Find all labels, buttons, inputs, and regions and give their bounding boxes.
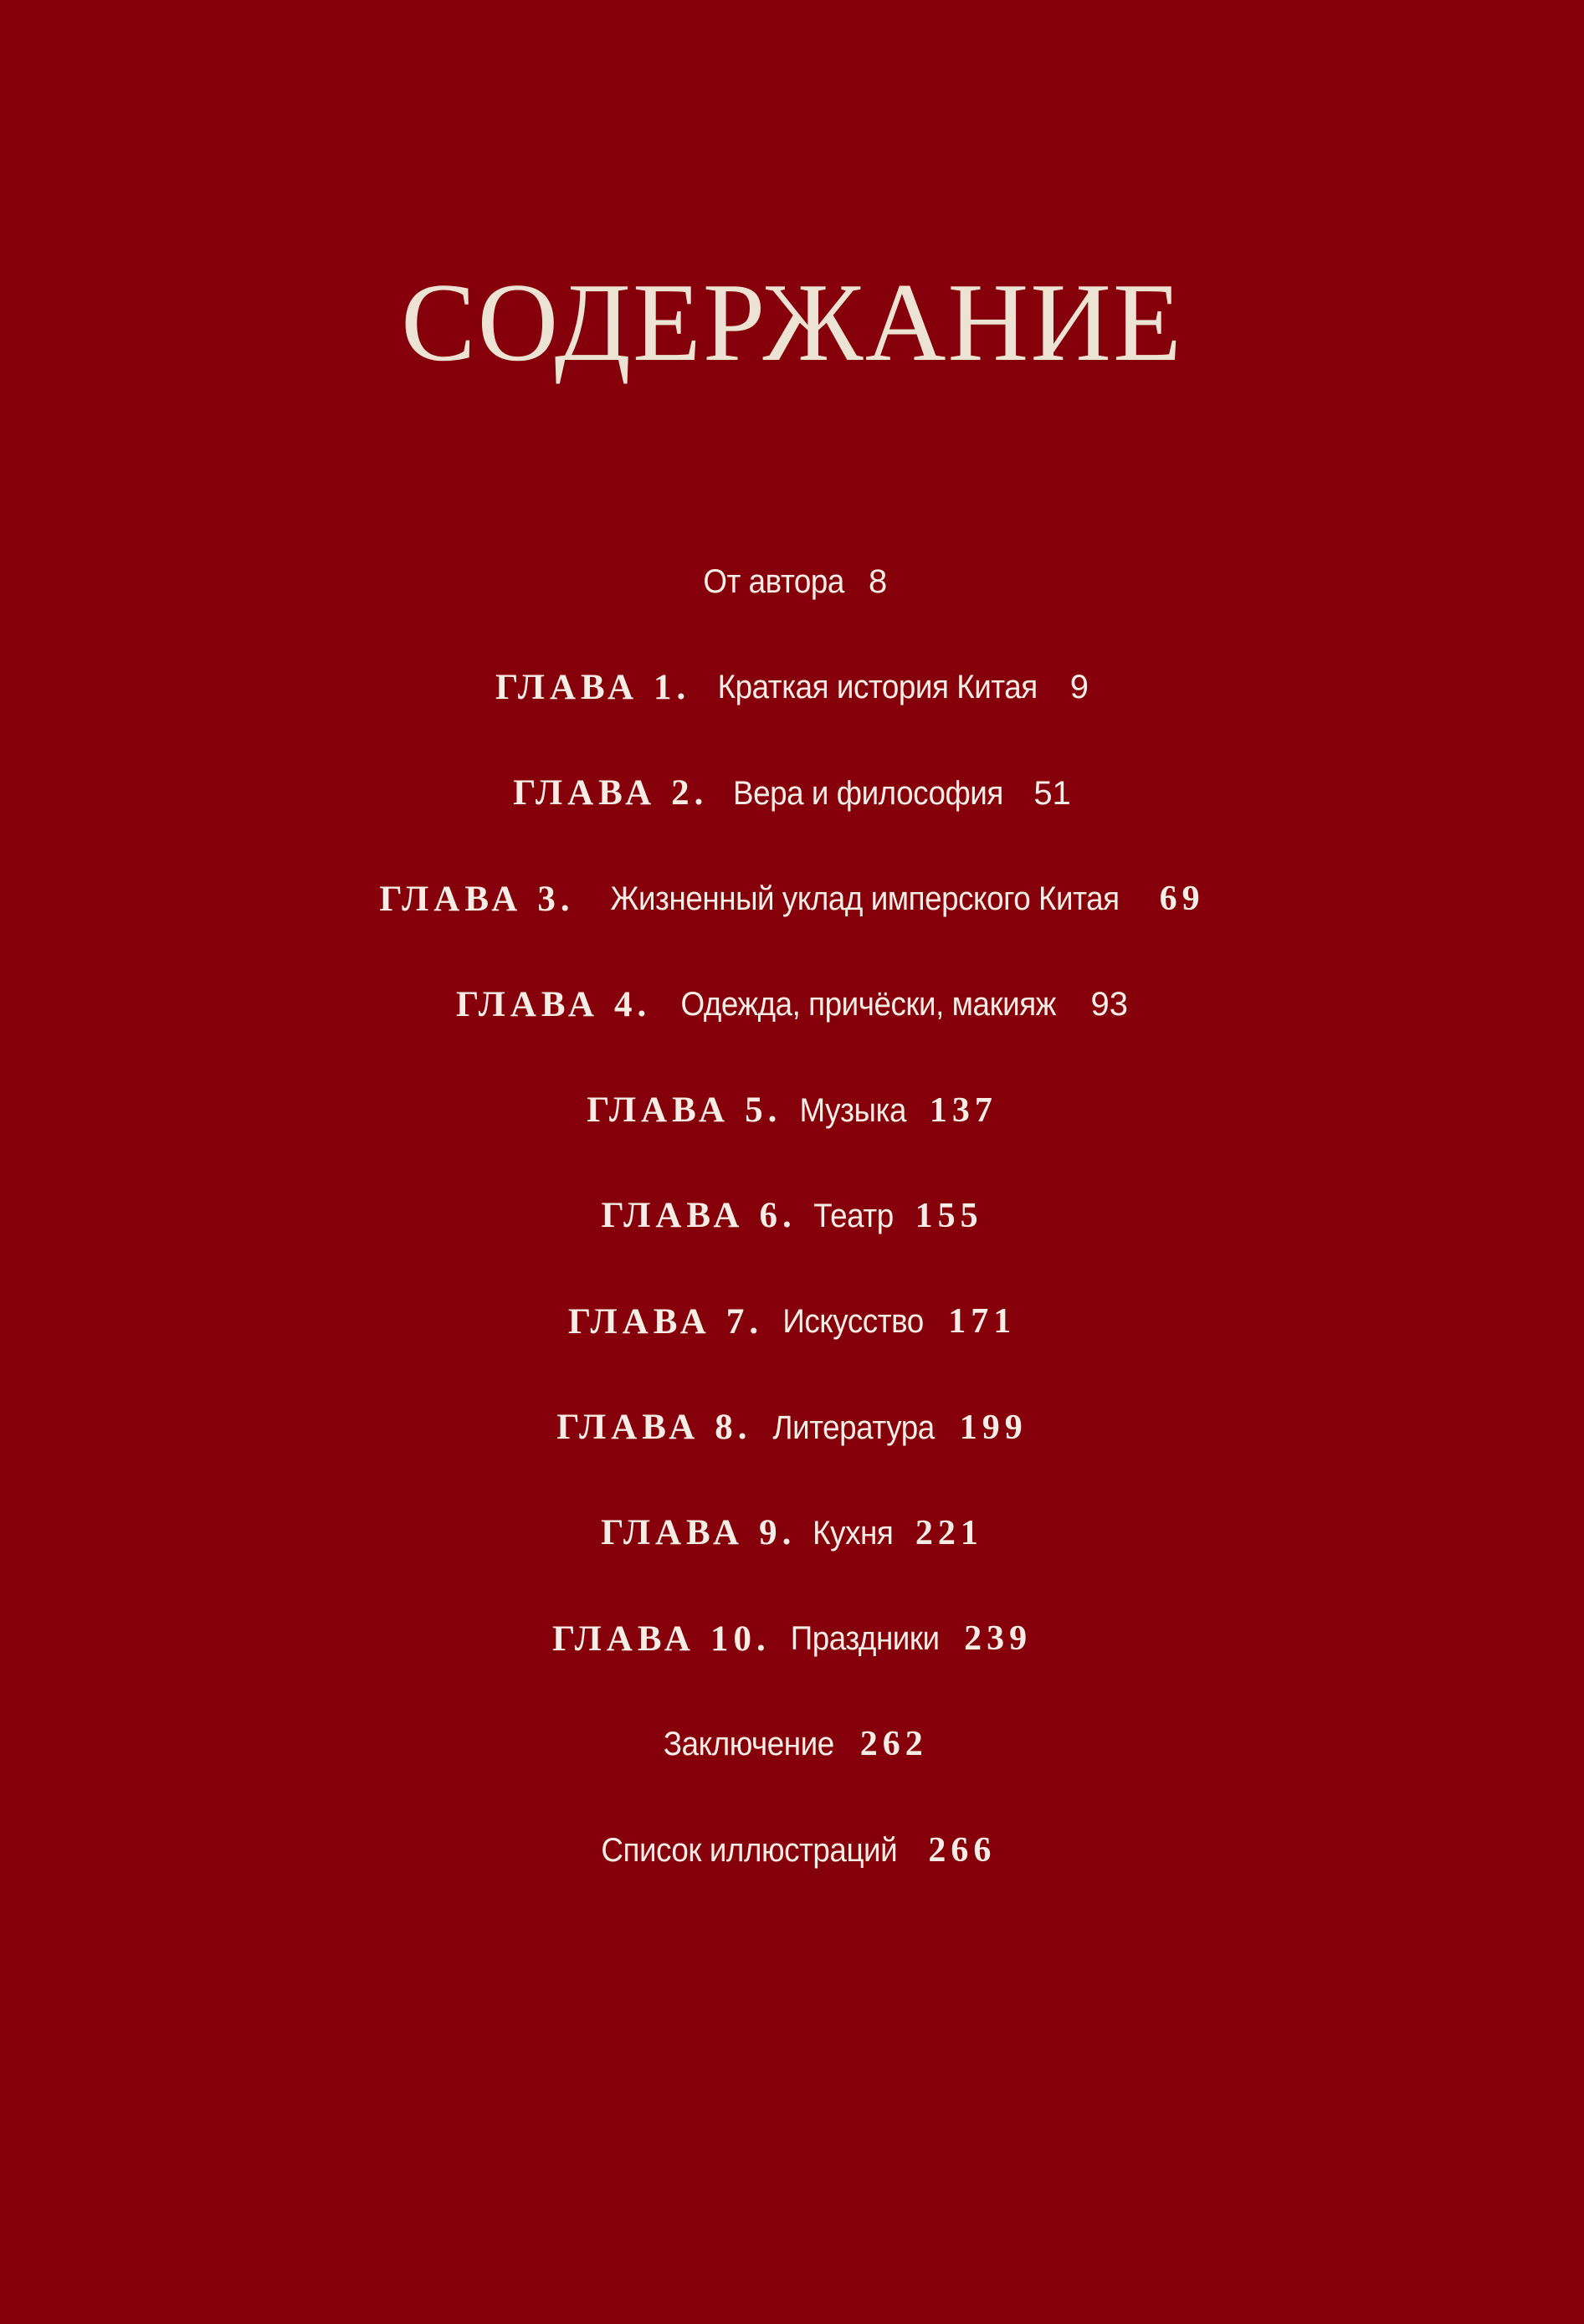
toc-entry-page: 239 bbox=[964, 1619, 1033, 1659]
toc-entry-title: От автора bbox=[703, 563, 844, 601]
toc-entry-chapter-4[interactable] bbox=[0, 952, 1584, 1057]
chapter-separator: . bbox=[676, 667, 688, 707]
table-of-contents bbox=[0, 529, 1584, 1903]
chapter-number: 1 bbox=[654, 667, 677, 707]
toc-entry-page: 69 bbox=[1159, 880, 1205, 919]
toc-entry-chapter-8[interactable] bbox=[0, 1374, 1584, 1480]
toc-entry-chapter-3[interactable] bbox=[0, 846, 1584, 952]
chapter-separator: . bbox=[782, 1513, 793, 1553]
chapter-word: ГЛАВА bbox=[556, 1408, 700, 1448]
chapter-number: 4 bbox=[613, 984, 638, 1024]
chapter-word: ГЛАВА bbox=[587, 1090, 730, 1131]
toc-entry-title: Список иллюстраций bbox=[601, 1831, 897, 1869]
toc-entry-page: 8 bbox=[869, 563, 888, 601]
toc-entry-page: 155 bbox=[915, 1196, 983, 1235]
toc-entry-title: Одежда, причёски, макияж bbox=[680, 986, 1057, 1023]
chapter-separator: . bbox=[749, 1301, 761, 1342]
toc-entry-conclusion[interactable] bbox=[0, 1691, 1584, 1797]
toc-entry-page: 93 bbox=[1090, 986, 1129, 1023]
chapter-word: ГЛАВА bbox=[455, 984, 599, 1024]
toc-entry-page: 51 bbox=[1033, 774, 1071, 812]
toc-entry-page: 221 bbox=[915, 1513, 983, 1552]
chapter-word: ГЛАВА bbox=[495, 667, 639, 707]
chapter-number: 9 bbox=[759, 1513, 782, 1553]
toc-entry-title: Театр bbox=[813, 1197, 894, 1234]
toc-entry-page: 199 bbox=[959, 1408, 1028, 1447]
toc-entry-chapter-2[interactable] bbox=[0, 741, 1584, 846]
chapter-separator: . bbox=[782, 1196, 793, 1236]
toc-entry-chapter-9[interactable] bbox=[0, 1480, 1584, 1586]
toc-entry-preface[interactable] bbox=[0, 529, 1584, 634]
toc-entry-chapter-7[interactable] bbox=[0, 1269, 1584, 1374]
chapter-number: 6 bbox=[759, 1196, 782, 1236]
toc-entry-title: Музыка bbox=[799, 1091, 907, 1129]
toc-entry-chapter-10[interactable] bbox=[0, 1586, 1584, 1691]
chapter-number: 7 bbox=[725, 1301, 750, 1342]
chapter-word: ГЛАВА bbox=[567, 1301, 711, 1342]
chapter-number: 2 bbox=[671, 773, 695, 813]
chapter-separator: . bbox=[637, 984, 648, 1024]
chapter-word: ГЛАВА bbox=[601, 1196, 745, 1236]
chapter-separator: . bbox=[756, 1619, 767, 1659]
toc-entry-title: Вера и философия bbox=[733, 774, 1004, 812]
chapter-word: ГЛАВА bbox=[551, 1619, 695, 1659]
chapter-separator: . bbox=[737, 1408, 749, 1448]
chapter-word: ГЛАВА bbox=[379, 879, 523, 919]
toc-entry-chapter-6[interactable] bbox=[0, 1163, 1584, 1269]
toc-entry-illustrations[interactable] bbox=[0, 1798, 1584, 1903]
toc-entry-title: Краткая история Китая bbox=[717, 669, 1038, 706]
toc-entry-chapter-5[interactable] bbox=[0, 1057, 1584, 1162]
toc-entry-page: 266 bbox=[928, 1830, 997, 1870]
chapter-number: 10 bbox=[710, 1619, 756, 1659]
chapter-number: 3 bbox=[537, 879, 561, 919]
toc-entry-title: Кухня bbox=[813, 1514, 894, 1552]
toc-entry-page: 137 bbox=[929, 1090, 997, 1130]
chapter-number: 8 bbox=[715, 1408, 738, 1448]
toc-entry-title: Праздники bbox=[790, 1620, 940, 1658]
toc-entry-page: 171 bbox=[948, 1302, 1017, 1342]
toc-entry-title: Заключение bbox=[664, 1726, 834, 1763]
toc-entry-title: Литература bbox=[771, 1408, 935, 1446]
toc-entry-page: 9 bbox=[1069, 669, 1089, 706]
chapter-word: ГЛАВА bbox=[513, 773, 657, 813]
chapter-separator: . bbox=[767, 1090, 779, 1131]
page-title: СОДЕРЖАНИЕ bbox=[401, 260, 1183, 384]
chapter-number: 5 bbox=[745, 1090, 768, 1131]
toc-entry-chapter-1[interactable] bbox=[0, 634, 1584, 740]
chapter-separator: . bbox=[694, 773, 705, 813]
toc-entry-title: Жизненный уклад имперского Китая bbox=[610, 880, 1120, 918]
toc-entry-page: 262 bbox=[859, 1725, 928, 1764]
chapter-separator: . bbox=[560, 879, 572, 919]
toc-entry-title: Искусство bbox=[782, 1303, 924, 1341]
chapter-word: ГЛАВА bbox=[601, 1513, 745, 1553]
